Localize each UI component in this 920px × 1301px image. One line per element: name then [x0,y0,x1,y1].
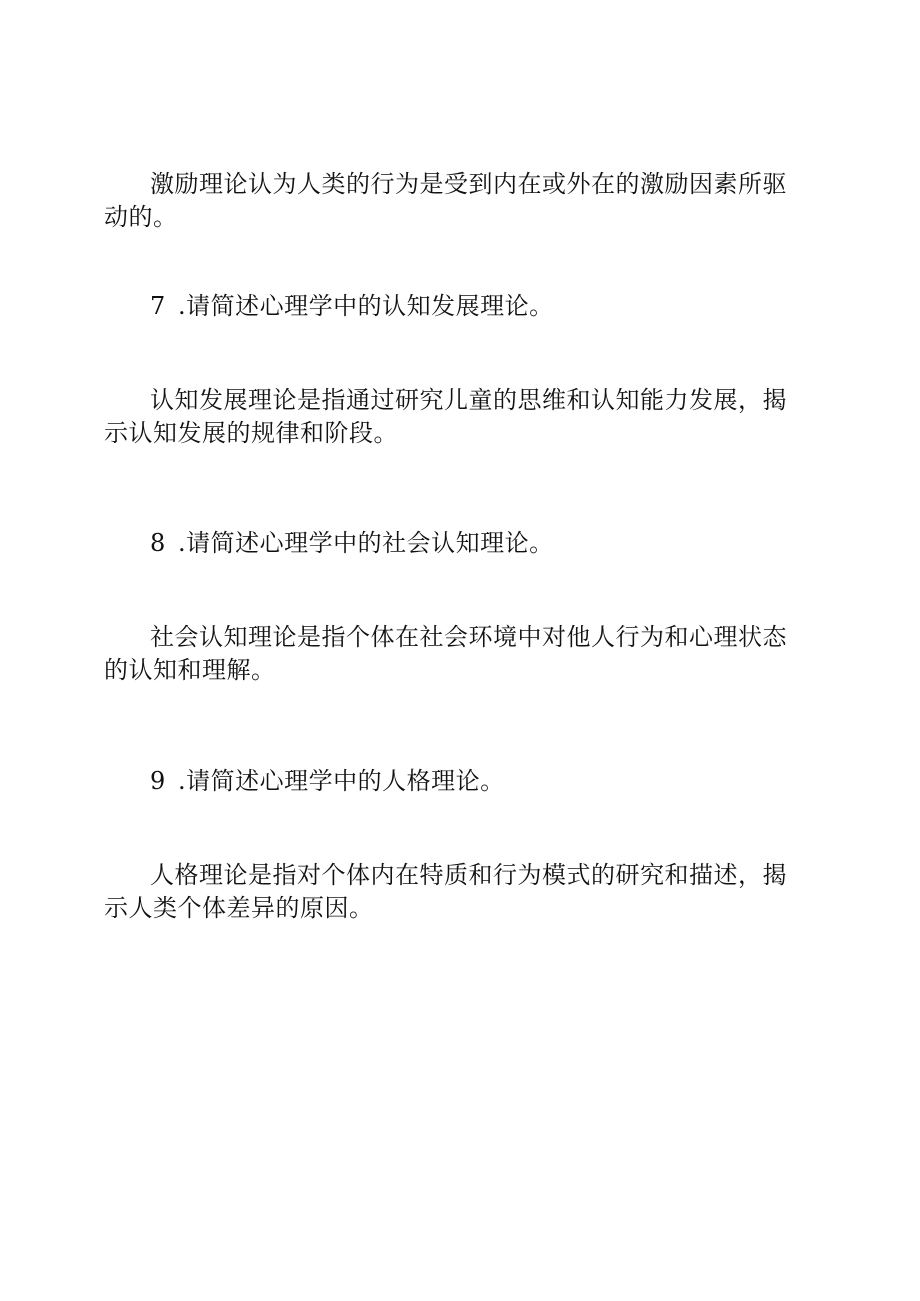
question-number: 8 [150,529,166,557]
answer-paragraph-personality: 人格理论是指对个体内在特质和行为模式的研究和描述，揭示人类个体差异的原因。 [104,861,787,922]
question-7 [150,290,750,323]
answer-paragraph-motivation: 激励理论认为人类的行为是受到内在或外在的激励因素所驱动的。 [104,170,787,231]
question-number: 7 [150,292,166,320]
question-9 [150,765,750,798]
question-number: 9 [150,767,166,795]
question-8 [150,527,750,560]
answer-paragraph-cognitive-development: 认知发展理论是指通过研究儿童的思维和认知能力发展，揭示认知发展的规律和阶段。 [104,386,787,447]
question-text: .请简述心理学中的社会认知理论。 [178,529,554,557]
answer-paragraph-social-cognition: 社会认知理论是指个体在社会环境中对他人行为和心理状态的认知和理解。 [104,623,787,684]
question-text: .请简述心理学中的认知发展理论。 [178,292,554,320]
question-text: .请简述心理学中的人格理论。 [178,767,505,795]
